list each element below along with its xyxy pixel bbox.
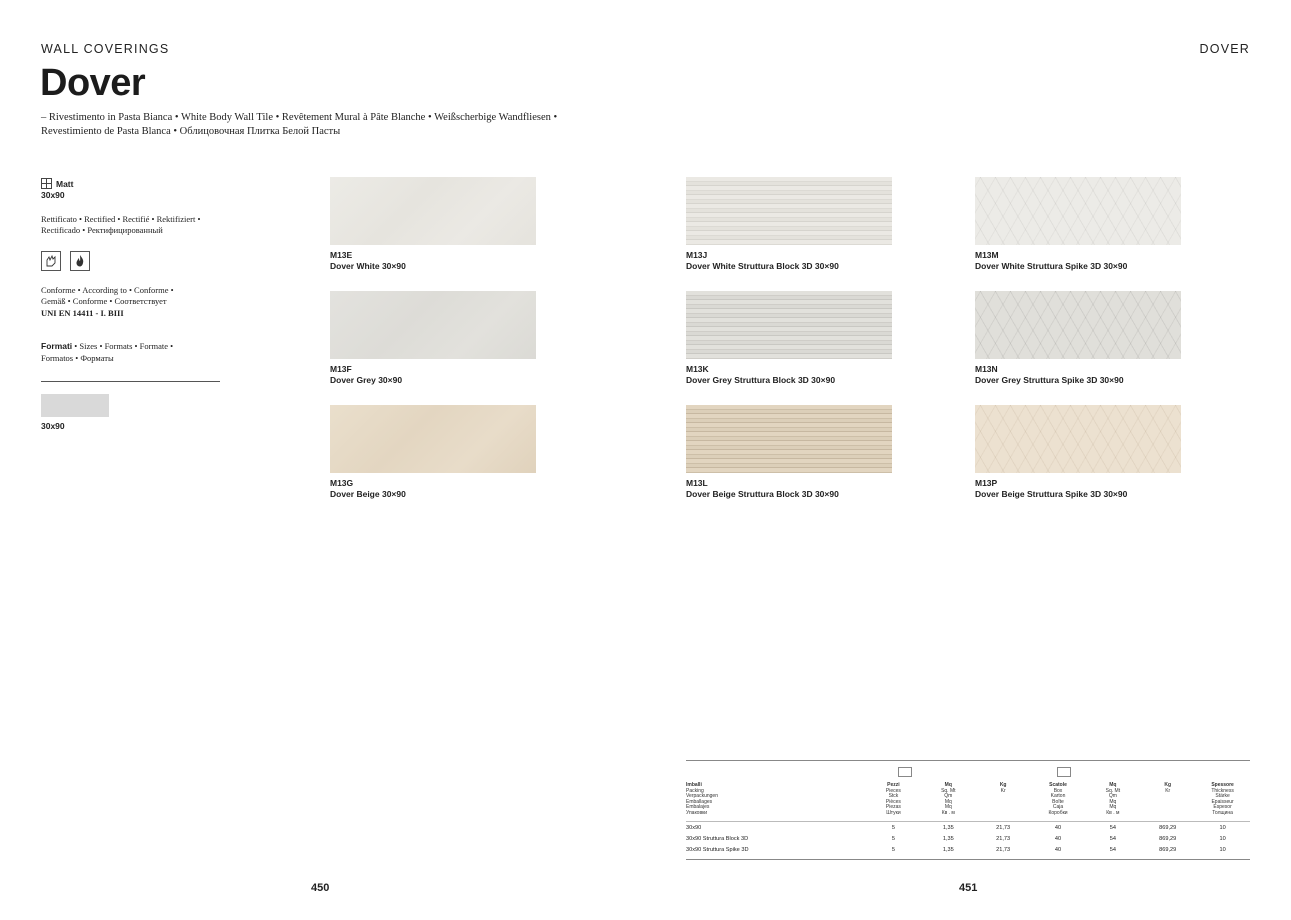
tile-image [330,177,536,245]
header-sub: Sq. Mt [941,787,956,794]
rectified-text [41,214,231,237]
header-sub: Box [1053,787,1063,794]
subtitle [41,111,601,139]
matt-finish-icon [41,178,52,189]
divider [41,381,220,382]
table-row [686,834,1250,845]
header-title: Pezzi [887,782,900,788]
header-sub: Epaisseur [1211,798,1234,805]
header-sub: Sq. Mt [1105,787,1121,794]
tile-image [686,405,892,473]
specs-panel [41,178,231,364]
header-sub: Mq [944,804,952,811]
table-cell: 30x90 Struttura Block 3D [686,835,749,842]
tile-code: M13P [975,478,998,488]
table-row [686,823,1250,834]
packing-table-header [686,761,1250,822]
conformity-line: Conforme • According to • Conforme • [41,284,174,295]
table-cell: 1,35 [942,824,954,831]
header-sub: Espesor [1213,804,1232,811]
section-label: WALL COVERINGS [41,42,170,56]
header-sub: Mq [1109,804,1117,811]
header-sub: Кв . м [941,809,955,816]
tile-card[interactable] [975,405,1181,500]
table-cell: 869,29 [1159,824,1177,831]
table-cell: 869,29 [1159,835,1177,842]
tile-image [330,291,536,359]
header-sub: Коробки [1048,809,1068,816]
subtitle-line: – Rivestimento in Pasta Bianca • White Body Wall Tile • Revêtement Mural à Pâte Blanche • Weißscherbige Wandfliesen • [41,112,558,123]
formats-line: Formatos • Форматы [41,352,114,363]
header-sub: Qm [1108,793,1117,800]
header-sub: Mq [1109,798,1117,805]
tile-image [330,405,536,473]
tile-image [975,177,1181,245]
hand-wash-icon [41,251,61,271]
formats-text [41,341,231,364]
header-title: Imballi [686,782,702,788]
table-cell: 5 [891,824,895,831]
rectified-line: Rectificado • Ректифицированный [41,225,163,235]
table-cell: 10 [1219,835,1226,842]
carton-icon [1057,767,1071,777]
tile-card[interactable] [686,405,892,500]
tile-name: Dover Beige Struttura Block 3D 30×90 [686,489,839,499]
packing-table-body [686,822,1250,859]
tile-code: M13L [686,478,708,488]
formats-heading: Formati [41,341,73,351]
page-title: Dover [40,62,146,104]
tile-card[interactable] [686,291,892,386]
finish-size: 30x90 [41,190,65,200]
table-cell: 21,73 [996,835,1011,842]
header-title: Kg [1164,782,1172,788]
header-sub: Kr [1165,787,1171,794]
packing-table [686,760,1250,860]
header-sub: Qm [944,793,953,800]
header-cell [1031,783,1086,817]
icon-row [41,251,231,271]
page-number-left: 450 [311,882,330,894]
table-cell: 40 [1054,824,1062,831]
fire-resistant-icon [70,251,90,271]
tile-code: M13G [330,478,354,488]
tile-name: Dover White Struttura Block 3D 30×90 [686,261,839,271]
tile-card[interactable] [686,177,892,272]
header-sub: Кв . м [1106,809,1120,816]
header-sub: Karton [1050,793,1066,800]
header-sub: Emballages [686,798,713,805]
tile-card[interactable] [975,177,1181,272]
header-sub: Упаковки [686,809,708,816]
table-cell: 54 [1109,824,1116,831]
header-sub: Kr [1000,787,1006,794]
finish-row [41,178,231,189]
table-row [686,845,1250,856]
tile-image [975,291,1181,359]
tile-code: M13M [975,250,999,260]
header-title: Mq [944,782,952,788]
table-cell: 40 [1054,846,1062,853]
standard-code: UNI EN 14411 - I. BIII [41,307,124,318]
tile-code: M13J [686,250,708,260]
tile-card[interactable] [330,291,536,386]
tile-code: M13K [686,364,709,374]
header-sub: Embalajes [686,804,710,811]
table-cell: 30x90 Struttura Spike 3D [686,846,749,853]
subtitle-line: Revestimiento de Pasta Blanca • Облицовочная Плитка Белой Пасты [41,126,341,137]
header-sub: Packing [686,787,704,794]
table-cell: 5 [891,846,895,853]
formats-line: • Sizes • Formats • Formate • [72,341,174,351]
tile-card[interactable] [975,291,1181,386]
table-cell: 21,73 [996,824,1011,831]
tile-name: Dover Grey Struttura Spike 3D 30×90 [975,375,1124,385]
header-cell [686,783,866,817]
running-header: DOVER [1199,42,1250,56]
header-sub: Boîte [1052,798,1064,805]
table-cell: 30x90 [686,824,702,831]
header-sub: Piezas [885,804,901,811]
header-cell [1085,783,1140,817]
header-sub: Штуки [886,809,901,816]
table-cell: 10 [1219,846,1226,853]
tile-card[interactable] [330,177,536,272]
tile-name: Dover White 30×90 [330,261,406,271]
table-cell: 21,73 [996,846,1011,853]
tile-card[interactable] [330,405,536,500]
page-number-right: 451 [959,882,978,894]
header-cell [921,783,976,817]
header-sub: Caja [1052,804,1064,811]
conformity-text [41,285,231,320]
finish-label: Matt [56,178,74,189]
format-size-label: 30x90 [41,421,65,431]
tile-name: Dover Beige Struttura Spike 3D 30×90 [975,489,1128,499]
header-sub: Толщина [1212,809,1233,816]
table-cell: 54 [1109,846,1116,853]
tile-code: M13F [330,364,352,374]
header-sub: Thickness [1211,787,1234,794]
pieces-box-icon [898,767,912,777]
tile-code: M13N [975,364,998,374]
header-sub: Pièces [885,798,901,805]
rectified-line: Rettificato • Rectified • Rectifié • Rektifiziert • [41,213,201,224]
table-cell: 40 [1054,835,1062,842]
header-title: Scatole [1049,782,1067,788]
tile-name: Dover White Struttura Spike 3D 30×90 [975,261,1128,271]
header-cell [1195,783,1250,817]
tile-name: Dover Grey Struttura Block 3D 30×90 [686,375,836,385]
header-cell [1140,783,1195,817]
table-cell: 869,29 [1159,846,1177,853]
header-sub: Pieces [885,787,901,794]
table-cell: 5 [891,835,895,842]
table-cell: 1,35 [942,846,954,853]
table-cell: 54 [1109,835,1116,842]
table-cell: 10 [1219,824,1226,831]
tile-image [686,291,892,359]
tile-image [686,177,892,245]
header-title: Kg [999,782,1007,788]
conformity-line: Gemäß • Conforme • Соответствует [41,296,167,306]
header-title: Spessore [1211,782,1234,788]
header-sub: Stck [888,793,899,800]
table-cell: 1,35 [942,835,954,842]
header-sub: Verpackungen [686,793,718,800]
tile-name: Dover Beige 30×90 [330,489,406,499]
tile-image [975,405,1181,473]
header-cell [976,783,1031,817]
header-cell [866,783,921,817]
tile-code: M13E [330,250,353,260]
header-sub: Mq [944,798,952,805]
header-title: Mq [1109,782,1117,788]
tile-name: Dover Grey 30×90 [330,375,403,385]
header-sub: Stärke [1215,793,1230,800]
format-swatch [41,394,109,417]
